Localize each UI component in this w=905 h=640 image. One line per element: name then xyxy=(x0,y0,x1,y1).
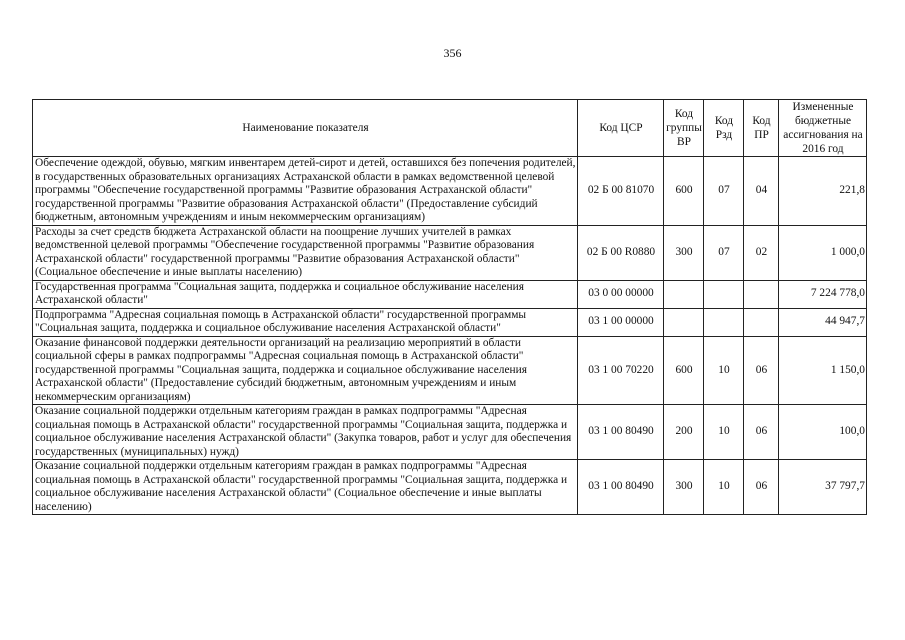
header-amount: Измененные бюджетные ассигнования на 2016 год xyxy=(779,100,867,157)
row-name: Оказание социальной поддержки отдельным категориям граждан в рамках подпрограммы "Адресная социальная помощь в Астраханской области" государственной программы "Социальная защита, поддержка и социальное обслуживание населения Астраханской области" (Закупка товаров, работ и услуг для обеспечения государственных (муниципальных) нужд) xyxy=(33,405,578,460)
row-pr: 06 xyxy=(744,460,779,515)
row-rzd xyxy=(704,280,744,308)
row-pr: 02 xyxy=(744,225,779,280)
row-csr: 03 1 00 70220 xyxy=(578,336,664,405)
header-vr: Код группы ВР xyxy=(664,100,704,157)
header-name: Наименование показателя xyxy=(33,100,578,157)
header-csr: Код ЦСР xyxy=(578,100,664,157)
row-rzd: 07 xyxy=(704,225,744,280)
row-name: Государственная программа "Социальная защита, поддержка и социальное обслуживание населения Астраханской области" xyxy=(33,280,578,308)
row-csr: 03 0 00 00000 xyxy=(578,280,664,308)
row-name: Подпрограмма "Адресная социальная помощь в Астраханской области" государственной программы "Социальная защита, поддержка и социальное обслуживание населения Астраханской области" xyxy=(33,308,578,336)
row-csr: 03 1 00 80490 xyxy=(578,405,664,460)
row-pr xyxy=(744,280,779,308)
row-csr: 02 Б 00 R0880 xyxy=(578,225,664,280)
row-rzd xyxy=(704,308,744,336)
row-rzd: 07 xyxy=(704,157,744,226)
row-pr: 04 xyxy=(744,157,779,226)
row-vr: 300 xyxy=(664,460,704,515)
table-row xyxy=(33,336,867,405)
table-row xyxy=(33,405,867,460)
table-row xyxy=(33,225,867,280)
row-amount: 37 797,7 xyxy=(779,460,867,515)
page-number: 356 xyxy=(443,46,462,60)
row-amount: 44 947,7 xyxy=(779,308,867,336)
row-csr: 03 1 00 80490 xyxy=(578,460,664,515)
row-pr: 06 xyxy=(744,336,779,405)
row-rzd: 10 xyxy=(704,460,744,515)
header-pr: Код ПР xyxy=(744,100,779,157)
budget-table xyxy=(32,99,867,515)
row-vr xyxy=(664,308,704,336)
row-rzd: 10 xyxy=(704,336,744,405)
row-name: Расходы за счет средств бюджета Астраханской области на поощрение лучших учителей в рамках ведомственной целевой программы "Обеспечение государственной программы "Развитие образования Астраханской области" государственной программы "Развитие образования Астраханской области" (Социальное обеспечение и иные выплаты населению) xyxy=(33,225,578,280)
row-amount: 1 150,0 xyxy=(779,336,867,405)
row-amount: 1 000,0 xyxy=(779,225,867,280)
header-rzd: Код Рзд xyxy=(704,100,744,157)
table-header-row xyxy=(33,100,867,157)
row-rzd: 10 xyxy=(704,405,744,460)
table-row xyxy=(33,460,867,515)
row-amount: 221,8 xyxy=(779,157,867,226)
row-pr: 06 xyxy=(744,405,779,460)
row-vr: 200 xyxy=(664,405,704,460)
row-name: Оказание социальной поддержки отдельным категориям граждан в рамках подпрограммы "Адресная социальная помощь в Астраханской области" государственной программы "Социальная защита, поддержка и социальное обслуживание населения Астраханской области" (Социальное обеспечение и иные выплаты населению) xyxy=(33,460,578,515)
row-vr xyxy=(664,280,704,308)
table-row xyxy=(33,280,867,308)
row-amount: 100,0 xyxy=(779,405,867,460)
row-name: Обеспечение одеждой, обувью, мягким инвентарем детей-сирот и детей, оставшихся без попечения родителей, в государственных образовательных организациях Астраханской области в рамках ведомственной целевой программы "Обеспечение государственной программы "Развитие образования Астраханской области" государственной программы "Развитие образования Астраханской области" (Предоставление субсидий бюджетным, автономным учреждениям и иным некоммерческим организациям) xyxy=(33,157,578,226)
table-row xyxy=(33,308,867,336)
row-name: Оказание финансовой поддержки деятельности организаций на реализацию мероприятий в области социальной сферы в рамках подпрограммы "Адресная социальная помощь в Астраханской области" государственной программы "Социальная защита, поддержка и социальное обслуживание населения Астраханской области" (Предоставление субсидий бюджетным, автономным учреждениям и иным некоммерческим организациям) xyxy=(33,336,578,405)
row-csr: 03 1 00 00000 xyxy=(578,308,664,336)
row-vr: 600 xyxy=(664,157,704,226)
table-row xyxy=(33,157,867,226)
row-amount: 7 224 778,0 xyxy=(779,280,867,308)
row-pr xyxy=(744,308,779,336)
row-csr: 02 Б 00 81070 xyxy=(578,157,664,226)
row-vr: 600 xyxy=(664,336,704,405)
row-vr: 300 xyxy=(664,225,704,280)
